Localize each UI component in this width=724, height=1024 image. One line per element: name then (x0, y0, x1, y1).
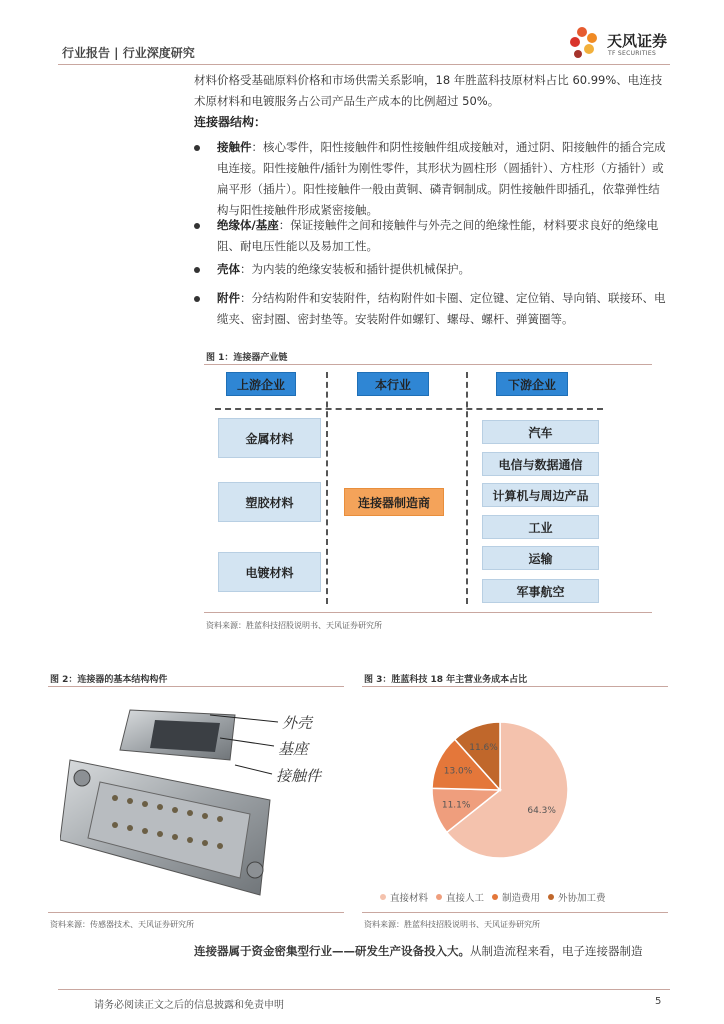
industry-header: 本行业 (357, 372, 429, 396)
pie-slice-label: 13.0% (443, 766, 473, 777)
closing-paragraph: 连接器属于资金密集型行业——研发生产设备投入大。从制造流程来看，电子连接器制造 (194, 944, 643, 958)
downstream-header: 下游企业 (496, 372, 568, 396)
legend-swatch (436, 894, 442, 900)
downstream-item: 军事航空 (482, 579, 599, 603)
bullet-dot (194, 223, 200, 229)
pie-slice-label: 11.1% (441, 800, 471, 811)
logo-text: 天风证券 (607, 32, 668, 50)
bullet-contact: 接触件：核心零件，阳性接触件和阴性接触件组成接触对，通过阴、阳接触件的插合完成电连接。阳性接触件/插针为刚性零件，其形状为圆柱形（圆插针）、方柱形（方插针）或扁平形（插片）。阳性接触件一般由黄铜、磷青铜制成。阴性接触件即插孔，依靠弹性结构与阳性接触件形成紧密接触。 (217, 140, 666, 217)
pie-chart (420, 710, 580, 870)
center-manufacturer: 连接器制造商 (344, 488, 444, 516)
legend-item (436, 890, 484, 904)
pie-slice-label: 11.6% (469, 742, 498, 753)
bullet-accessories: 附件：分结构附件和安装附件，结构附件如卡圈、定位键、定位销、导向销、联接环、电缆夹、密封圈、密封垫等。安装附件如螺钉、螺母、螺杆、弹簧圈等。 (217, 291, 666, 326)
downstream-item: 工业 (482, 515, 599, 539)
logo-subtext: TF SECURITIES (608, 50, 657, 57)
legend-swatch (492, 894, 498, 900)
fig1-source: 资料来源：胜蓝科技招股说明书、天风证券研究所 (206, 621, 382, 630)
fig3-title: 图 3：胜蓝科技 18 年主营业务成本占比 (364, 675, 528, 685)
downstream-item: 汽车 (482, 420, 599, 444)
label-contact: 接触件 (276, 767, 322, 785)
upstream-item: 电镀材料 (218, 552, 321, 592)
bullet-dot (194, 296, 200, 302)
legend-swatch (548, 894, 554, 900)
fig2-title: 图 2：连接器的基本结构构件 (50, 675, 168, 685)
bullet-insulator: 绝缘体/基座：保证接触件之间和接触件与外壳之间的绝缘性能，材料要求良好的绝缘电阻、耐电压性能以及易加工性。 (217, 218, 659, 253)
divider-left (326, 372, 328, 604)
upstream-item: 金属材料 (218, 418, 321, 458)
legend-label: 制造费用 (502, 893, 541, 904)
downstream-item: 计算机与周边产品 (482, 483, 599, 507)
label-base: 基座 (278, 740, 309, 758)
pie-legend (380, 885, 670, 904)
legend-label: 直接材料 (390, 893, 429, 904)
bullet-dot (194, 145, 200, 151)
header-rule (58, 64, 670, 65)
page-number: 5 (655, 996, 662, 1007)
footer-rule (58, 989, 670, 990)
legend-item (548, 890, 606, 904)
legend-label: 外协加工费 (558, 893, 606, 904)
legend-item (492, 890, 540, 904)
divider-header (215, 408, 603, 410)
fig1-title: 图 1：连接器产业链 (206, 353, 288, 363)
fig1-top-rule (204, 364, 652, 365)
fig3-top-rule (362, 686, 668, 687)
pie-slice-label: 64.3% (527, 806, 556, 817)
structure-heading: 连接器结构： (194, 115, 267, 129)
fig2-top-rule (48, 686, 344, 687)
divider-right (466, 372, 468, 604)
upstream-header: 上游企业 (226, 372, 296, 396)
fig2-bottom-rule (48, 912, 344, 913)
footer-disclaimer: 请务必阅读正文之后的信息披露和免责申明 (94, 1000, 284, 1011)
upstream-item: 塑胶材料 (218, 482, 321, 522)
fig3-source: 资料来源：胜蓝科技招股说明书、天风证券研究所 (364, 920, 540, 929)
downstream-item: 运输 (482, 546, 599, 570)
intro-paragraph: 材料价格受基础原料价格和市场供需关系影响，18 年胜蓝科技原材料占比 60.99%、电连技术原材料和电镀服务占公司产品生产成本的比例超过 50%。 (194, 73, 663, 108)
legend-item (380, 890, 428, 904)
label-shell: 外壳 (282, 714, 313, 732)
fig1-bottom-rule (204, 612, 652, 613)
header-section-title: 行业报告 | 行业深度研究 (62, 46, 195, 60)
fig3-bottom-rule (362, 912, 668, 913)
legend-swatch (380, 894, 386, 900)
legend-label: 直接人工 (446, 893, 485, 904)
downstream-item: 电信与数据通信 (482, 452, 599, 476)
bullet-shell: 壳体：为内装的绝缘安装板和插针提供机械保护。 (217, 262, 470, 276)
fig2-source: 资料来源：传感器技术、天风证券研究所 (50, 920, 194, 929)
bullet-dot (194, 267, 200, 273)
